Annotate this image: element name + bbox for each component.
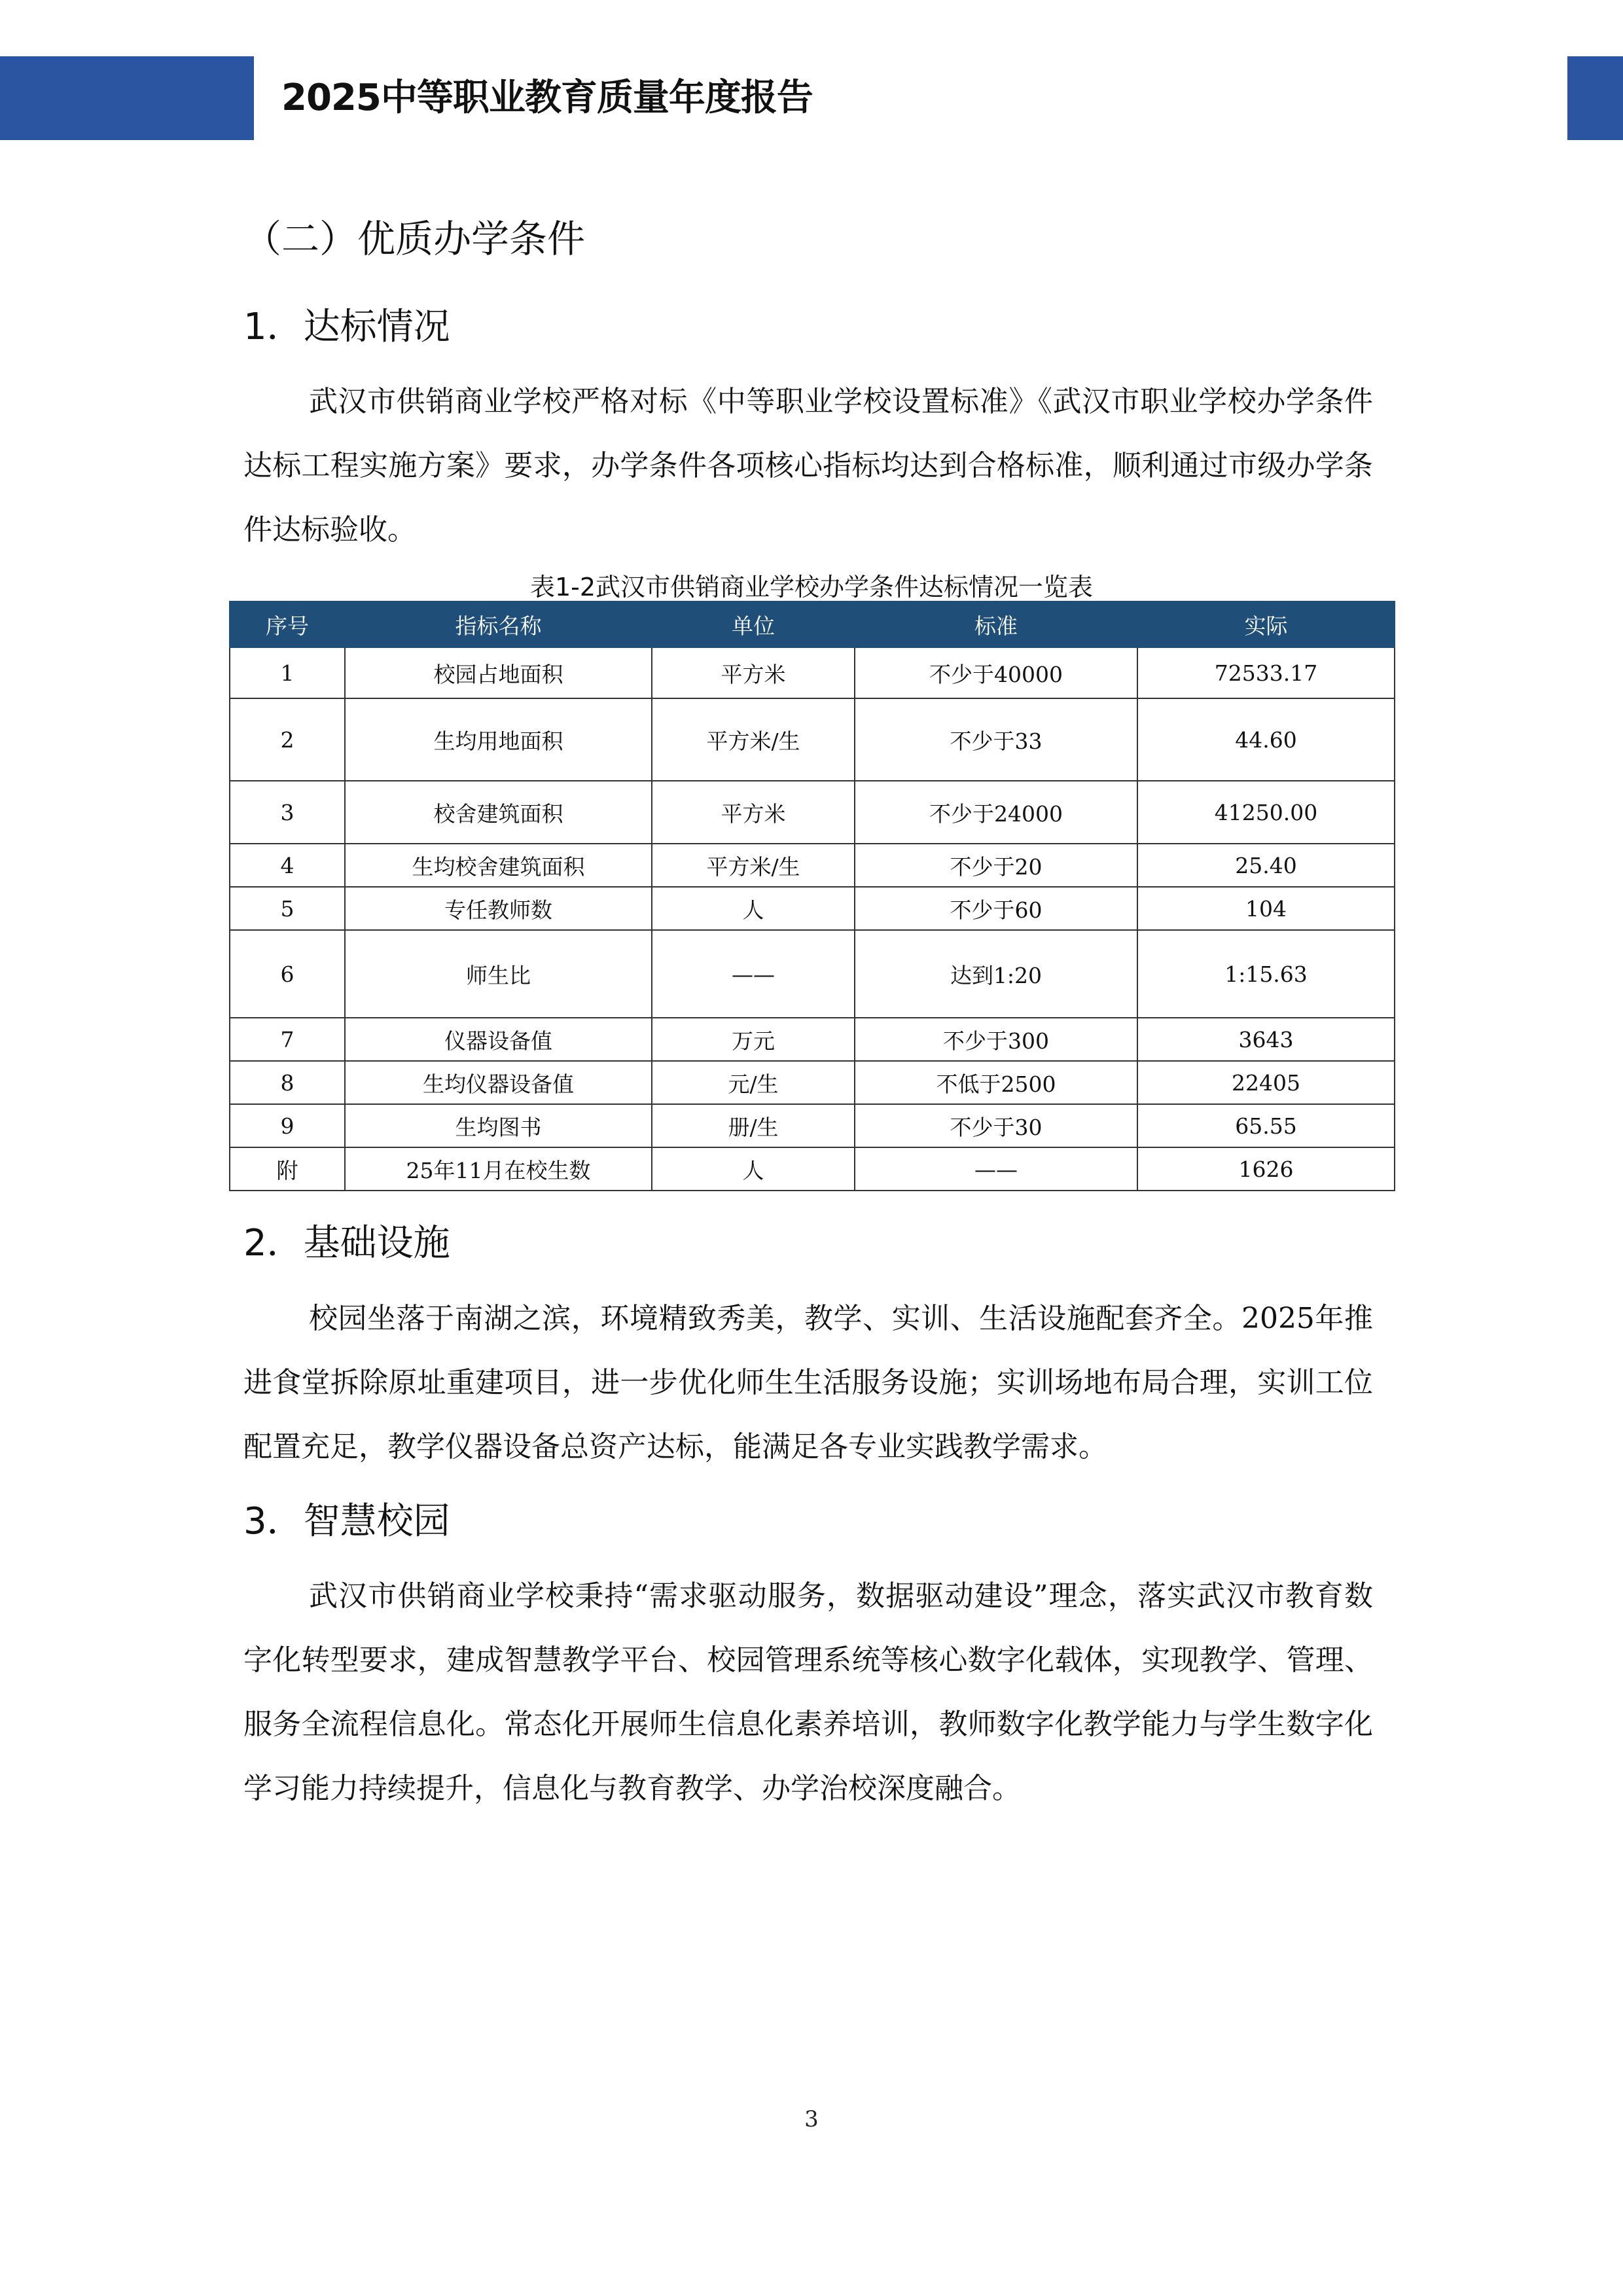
cell-standard: —— <box>855 1147 1137 1191</box>
cell-index: 4 <box>230 844 345 887</box>
cell-indicator: 校园占地面积 <box>345 647 652 698</box>
cell-index: 8 <box>230 1061 345 1104</box>
cell-unit: 册/生 <box>652 1104 855 1147</box>
cell-actual: 3643 <box>1137 1018 1395 1061</box>
table-row <box>230 781 1395 844</box>
subsection-heading-infrastructure: 2．基础设施 <box>243 1222 450 1265</box>
header-band-right <box>1567 56 1623 140</box>
cell-unit: 平方米/生 <box>652 844 855 887</box>
cell-index: 1 <box>230 647 345 698</box>
subsection-heading-smart-campus: 3．智慧校园 <box>243 1500 450 1543</box>
cell-actual: 104 <box>1137 887 1395 930</box>
table-row <box>230 887 1395 930</box>
cell-standard: 不少于300 <box>855 1018 1137 1061</box>
cell-index: 6 <box>230 930 345 1018</box>
cell-standard: 不少于24000 <box>855 781 1137 844</box>
cell-index: 9 <box>230 1104 345 1147</box>
cell-index: 5 <box>230 887 345 930</box>
cell-actual: 22405 <box>1137 1061 1395 1104</box>
paragraph-infrastructure: 校园坐落于南湖之滨，环境精致秀美，教学、实训、生活设施配套齐全。2025年推进食堂拆除原址重建项目，进一步优化师生生活服务设施；实训场地布局合理，实训工位配置充足，教学仪器设备总资产达标，能满足各专业实践教学需求。 <box>243 1302 1373 1463</box>
cell-actual: 1626 <box>1137 1147 1395 1191</box>
cell-standard: 不少于30 <box>855 1104 1137 1147</box>
cell-indicator: 师生比 <box>345 930 652 1018</box>
cell-actual: 25.40 <box>1137 844 1395 887</box>
cell-unit: 人 <box>652 1147 855 1191</box>
header-band-left <box>0 56 254 140</box>
cell-actual: 41250.00 <box>1137 781 1395 844</box>
cell-unit: 平方米/生 <box>652 698 855 781</box>
cell-index: 3 <box>230 781 345 844</box>
table-row <box>230 647 1395 698</box>
table-header-row <box>230 601 1395 647</box>
column-header-index: 序号 <box>230 601 345 647</box>
cell-actual: 44.60 <box>1137 698 1395 781</box>
cell-standard: 不少于20 <box>855 844 1137 887</box>
cell-index: 2 <box>230 698 345 781</box>
cell-unit: 万元 <box>652 1018 855 1061</box>
cell-indicator: 生均图书 <box>345 1104 652 1147</box>
cell-standard: 不低于2500 <box>855 1061 1137 1104</box>
cell-indicator: 校舍建筑面积 <box>345 781 652 844</box>
cell-index: 7 <box>230 1018 345 1061</box>
cell-unit: 平方米 <box>652 781 855 844</box>
cell-standard: 不少于40000 <box>855 647 1137 698</box>
cell-index: 附 <box>230 1147 345 1191</box>
cell-unit: —— <box>652 930 855 1018</box>
cell-standard: 不少于60 <box>855 887 1137 930</box>
cell-standard: 达到1:20 <box>855 930 1137 1018</box>
cell-unit: 人 <box>652 887 855 930</box>
table-row <box>230 1061 1395 1104</box>
cell-indicator: 生均仪器设备值 <box>345 1061 652 1104</box>
paragraph-smart-campus: 武汉市供销商业学校秉持“需求驱动服务，数据驱动建设”理念，落实武汉市教育数字化转型要求，建成智慧教学平台、校园管理系统等核心数字化载体，实现教学、管理、服务全流程信息化。常态化开展师生信息化素养培训，教师数字化教学能力与学生数字化学习能力持续提升，信息化与教育教学、办学治校深度融合。 <box>243 1579 1373 1805</box>
cell-indicator: 25年11月在校生数 <box>345 1147 652 1191</box>
table-row <box>230 930 1395 1018</box>
cell-actual: 65.55 <box>1137 1104 1395 1147</box>
cell-indicator: 仪器设备值 <box>345 1018 652 1061</box>
table-caption: 表1-2武汉市供销商业学校办学条件达标情况一览表 <box>529 573 1094 601</box>
cell-unit: 平方米 <box>652 647 855 698</box>
column-header-standard: 标准 <box>855 601 1137 647</box>
standards-table <box>229 601 1395 1191</box>
table-row <box>230 844 1395 887</box>
subsection-heading-standards: 1．达标情况 <box>243 306 450 348</box>
cell-actual: 1:15.63 <box>1137 930 1395 1018</box>
cell-indicator: 专任教师数 <box>345 887 652 930</box>
paragraph-standards: 武汉市供销商业学校严格对标《中等职业学校设置标准》《武汉市职业学校办学条件达标工程实施方案》要求，办学条件各项核心指标均达到合格标准，顺利通过市级办学条件达标验收。 <box>243 385 1373 547</box>
page-number: 3 <box>804 2106 819 2132</box>
section-heading: （二）优质办学条件 <box>243 217 586 261</box>
table-row <box>230 1104 1395 1147</box>
table-row <box>230 1147 1395 1191</box>
column-header-unit: 单位 <box>652 601 855 647</box>
cell-actual: 72533.17 <box>1137 647 1395 698</box>
cell-standard: 不少于33 <box>855 698 1137 781</box>
cell-indicator: 生均校舍建筑面积 <box>345 844 652 887</box>
report-title: 2025中等职业教育质量年度报告 <box>281 77 813 119</box>
cell-indicator: 生均用地面积 <box>345 698 652 781</box>
cell-unit: 元/生 <box>652 1061 855 1104</box>
column-header-actual: 实际 <box>1137 601 1395 647</box>
table-row <box>230 698 1395 781</box>
table-row <box>230 1018 1395 1061</box>
column-header-indicator: 指标名称 <box>345 601 652 647</box>
